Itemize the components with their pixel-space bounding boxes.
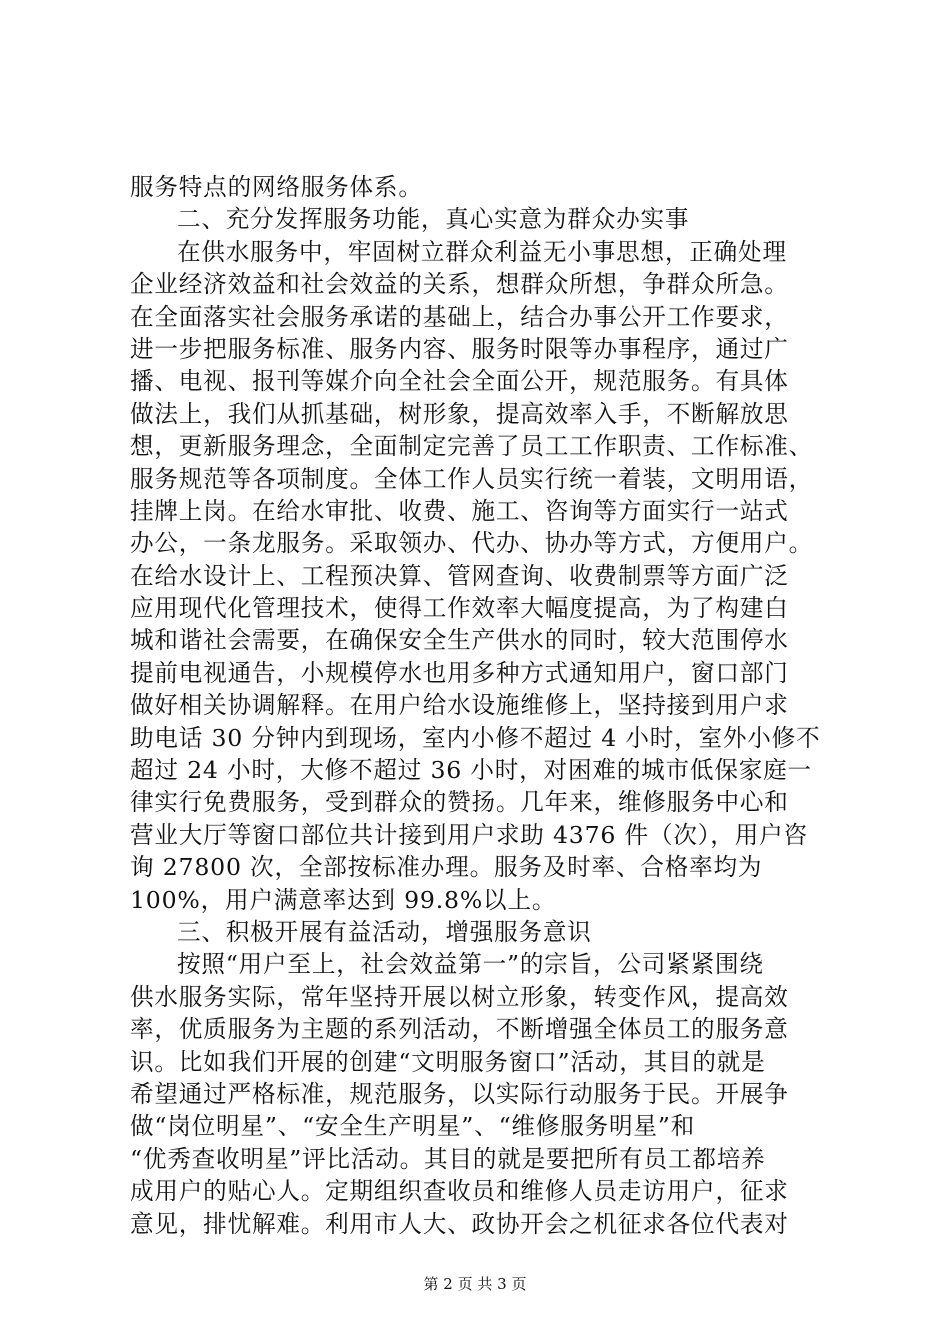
text-line: 城和谐社会需要，在确保安全生产供水的同时，较大范围停水 xyxy=(130,626,789,655)
text-line: 助电话 30 分钟内到现场，室内小修不超过 4 小时，室外小修不 xyxy=(130,723,821,752)
text-line: 询 27800 次，全部按标准办理。服务及时率、合格率均为 xyxy=(130,853,763,882)
text-line: 律实行免费服务，受到群众的赞扬。几年来，维修服务中心和 xyxy=(130,788,789,817)
text-line: 想，更新服务理念，全面制定完善了员工工作职责、工作标准、 xyxy=(130,432,814,461)
text-line: 100%，用户满意率达到 99.8%以上。 xyxy=(130,885,557,914)
text-line: 成用户的贴心人。定期组织查收员和维修人员走访用户，征求 xyxy=(130,1177,789,1206)
text-line: 率，优质服务为主题的系列活动，不断增强全体员工的服务意 xyxy=(130,1015,789,1044)
text-line: 识。比如我们开展的创建“文明服务窗口”活动，其目的就是 xyxy=(130,1047,766,1076)
text-line: 提前电视通告，小规模停水也用多种方式通知用户，窗口部门 xyxy=(130,658,789,687)
text-line: 在全面落实社会服务承诺的基础上，结合办事公开工作要求， xyxy=(130,302,789,331)
section-heading: 三、积极开展有益活动，增强服务意识 xyxy=(177,917,592,946)
text-line: 营业大厅等窗口部位共计接到用户求助 4376 件（次），用户咨 xyxy=(130,820,808,849)
text-line: 挂牌上岗。在给水审批、收费、施工、咨询等方面实行一站式 xyxy=(130,496,789,525)
text-line: 超过 24 小时，大修不超过 36 小时，对困难的城市低保家庭一 xyxy=(130,756,812,785)
text-line: 按照“用户至上，社会效益第一”的宗旨，公司紧紧围绕 xyxy=(177,950,764,979)
text-line: 服务特点的网络服务体系。 xyxy=(130,173,423,201)
page-footer: 第 2 页 共 3 页 xyxy=(423,1275,527,1293)
text-line: 在供水服务中，牢固树立群众利益无小事思想，正确处理 xyxy=(177,237,787,266)
text-line: 企业经济效益和社会效益的关系，想群众所想，争群众所急。 xyxy=(130,270,789,299)
text-line: 意见，排忧解难。利用市人大、政协开会之机征求各位代表对 xyxy=(130,1209,789,1238)
text-line: 播、电视、报刊等媒介向全社会全面公开，规范服务。有具体 xyxy=(130,367,789,396)
text-line: 做法上，我们从抓基础，树形象，提高效率入手，不断解放思 xyxy=(130,399,789,428)
document-body xyxy=(130,171,830,1240)
text-line: 进一步把服务标准、服务内容、服务时限等办事程序，通过广 xyxy=(130,334,789,363)
text-line: 做“岗位明星”、“安全生产明星”、“维修服务明星”和 xyxy=(130,1112,696,1141)
text-line: 供水服务实际，常年坚持开展以树立形象，转变作风，提高效 xyxy=(130,982,789,1011)
text-line: 在给水设计上、工程预决算、管网查询、收费制票等方面广泛 xyxy=(130,561,789,590)
text-line: 服务规范等各项制度。全体工作人员实行统一着装，文明用语， xyxy=(130,464,814,493)
section-heading: 二、充分发挥服务功能，真心实意为群众办实事 xyxy=(177,205,690,234)
text-line: “优秀查收明星”评比活动。其目的就是要把所有员工都培养 xyxy=(130,1144,766,1173)
text-line: 做好相关协调解释。在用户给水设施维修上，坚持接到用户求 xyxy=(130,691,789,720)
text-line: 希望通过严格标准，规范服务，以实际行动服务于民。开展争 xyxy=(130,1079,789,1108)
text-line: 办公，一条龙服务。采取领办、代办、协办等方式，方便用户。 xyxy=(130,529,814,558)
text-line: 应用现代化管理技术，使得工作效率大幅度提高，为了构建白 xyxy=(130,594,789,623)
